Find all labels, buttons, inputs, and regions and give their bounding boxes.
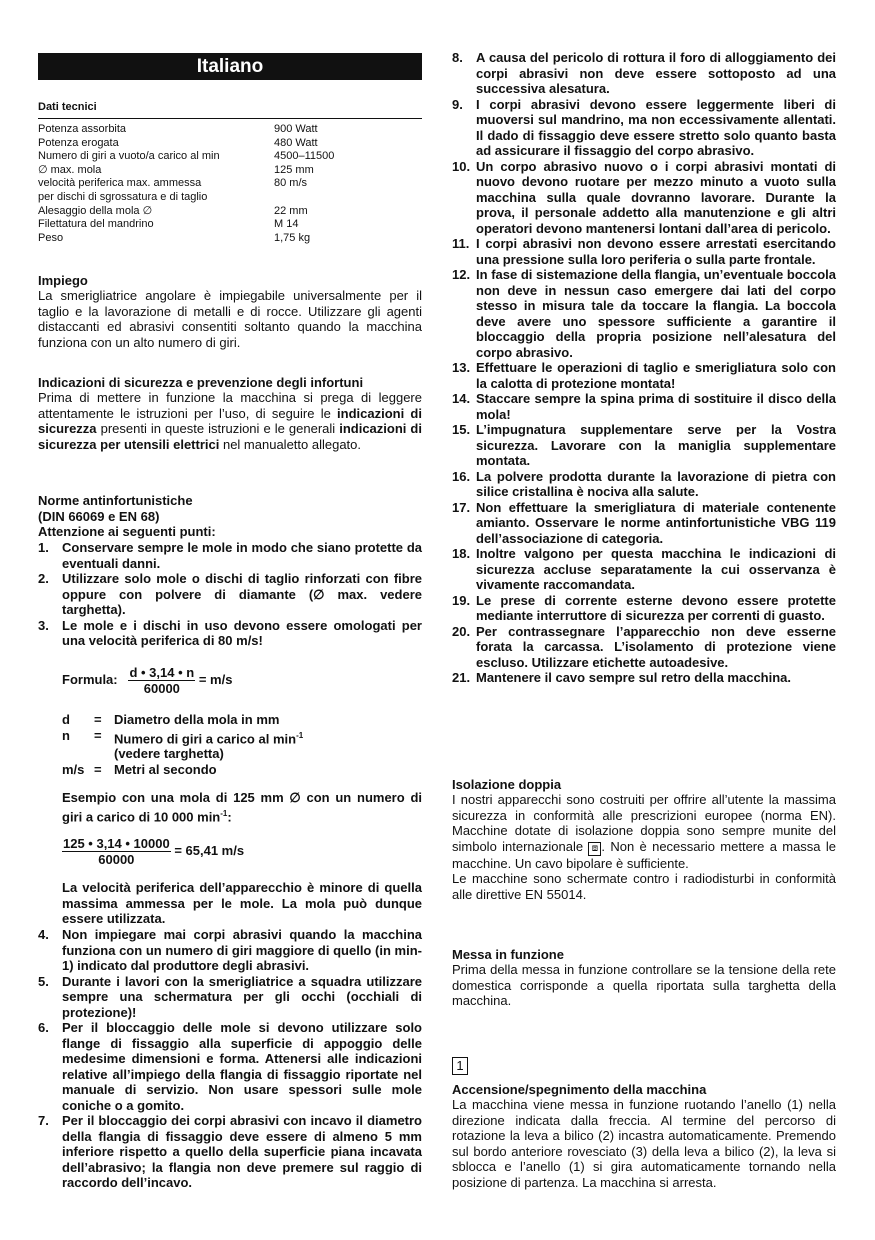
impiego-text: La smerigliatrice angolare è impiegabile universalmente per il taglio e la lavorazione di metalli e di rocce. Utilizzare gli agenti distaccanti ed abrasivi consentiti soltanto quando la macchina funziona con un alto numero di giri. xyxy=(38,288,422,350)
rule-item xyxy=(38,974,422,1021)
rule-item xyxy=(452,469,836,500)
rule-number: 20. xyxy=(452,623,471,639)
rule-number: 14. xyxy=(452,391,471,406)
rule-text: Utilizzare solo mole o dischi di taglio rinforzati con fibre oppure con polvere di diamante (∅ max. vedere targhetta). xyxy=(62,571,422,617)
rule-number: 11. xyxy=(452,236,470,251)
rule-text: L’impugnatura supplementare serve per la Vostra sicurezza. Lavorare con la maniglia supplementare montata. xyxy=(476,422,836,468)
rule-item xyxy=(452,422,836,469)
tech-label: Filettatura del mandrino xyxy=(38,218,154,231)
definition-equals: = xyxy=(94,727,102,743)
rule-item xyxy=(452,236,836,267)
definition-row xyxy=(62,746,303,762)
tech-value: 900 Watt xyxy=(274,123,318,135)
tech-heading: Dati tecnici xyxy=(38,101,97,113)
rule-text: Per contrassegnare l’apparecchio non deve esserne forata la carcassa. L’isolamento di protezione viene escluso. Utilizzare etichette autoadesive. xyxy=(476,623,836,670)
example-text: Esempio con una mola di 125 mm ∅ con un numero di giri a carico di 10 000 $\min^{-1}$: xyxy=(62,790,422,824)
rule-text: Per il bloccaggio dei corpi abrasivi con incavo il diametro della flangia di fissaggio deve essere di almeno 5 mm inferiore rispetto a quello della superficie piana incavata dell’abrasivo; la flangia non deve premere sul raggio di raccordo dell’incavo. xyxy=(62,1113,422,1190)
rule-item xyxy=(452,159,836,237)
rule-text: I corpi abrasivi devono essere leggermente liberi di muoversi sul mandrino, ma non eccessivamente allentati. Il dado di fissaggio deve essere stretto solo quanto basta ad assicurare il fissaggio del corpo abrasivo. xyxy=(476,96,836,158)
rule-text: In fase di sistemazione della flangia, un’eventuale boccola non deve in nessun caso emergere dai lati del corpo stesso in misura tale da toccare la flangia. La boccola deve avere uno spessore sufficiente a garantire il bloccaggio della propria posizione nell’alesatura del corpo abrasivo. xyxy=(476,267,836,360)
tech-value: 80 m/s xyxy=(274,177,308,190)
rule-item xyxy=(452,624,836,671)
tech-label: velocità periferica max. ammessa xyxy=(38,177,202,190)
norme-list-3 xyxy=(452,50,836,686)
figure-number-box: 1 xyxy=(452,1057,468,1075)
rule-text: Staccare sempre la spina prima di sostituire il disco della mola! xyxy=(476,391,836,422)
rule-item xyxy=(452,360,836,391)
formula: Formula: $\frac{d • 3,14 • n}{60000}$ = m/s xyxy=(62,665,233,696)
rule-number: 5. xyxy=(38,973,49,989)
rule-text: Mantenere il cavo sempre sul retro della macchina. xyxy=(476,670,792,685)
rule-text: Inoltre valgono per questa macchina le indicazioni di sicurezza accluse separatamente la cui osservanza è vivamente raccomandata. xyxy=(476,546,836,592)
isolazione-text: I nostri apparecchi sono costruiti per offrire all’utente la massima sicurezza in conformità alle prescrizioni europee (norma EN). Macchine dotate di isolazione doppia sono sempre munite del simbolo internazionale ⧈ . Non è necessario mettere a massa le macchine. Un cavo bipolare è sufficiente. Le macchine sono schermate contro i radiodisturbi in conformità alle direttive EN 55014. xyxy=(452,792,836,902)
definition-row xyxy=(62,712,303,728)
tech-value: 22 mm xyxy=(274,204,308,217)
rule-item xyxy=(38,1113,422,1191)
rule-item xyxy=(452,546,836,593)
tech-value: 480 Watt xyxy=(274,136,318,149)
rule-text: Non impiegare mai corpi abrasivi quando la macchina funziona con un numero di giri maggiore di quello (in min-1) indicato dal produttore degli abrasivi. xyxy=(62,927,422,973)
tech-row xyxy=(38,177,422,191)
rule-number: 7. xyxy=(38,1113,49,1128)
norme-list-2 xyxy=(38,927,422,1191)
safety-text: Prima di mettere in funzione la macchina si prega di leggere attentamente le istruzioni per l’uso, di seguire le indicazioni di sicurezza presenti in queste istruzioni e le generali indicazioni di sicurezza per utensili elettrici nel manualetto allegato. xyxy=(38,390,422,452)
formula-fraction: $\frac{d • 3,14 • n}{60000}$ xyxy=(129,665,195,696)
tech-value: M 14 xyxy=(274,218,299,231)
rule-item xyxy=(452,593,836,624)
rule-number: 17. xyxy=(452,499,471,515)
double-insulation-icon: ⧈ xyxy=(588,842,601,856)
safety-heading: Indicazioni di sicurezza e prevenzione degli infortuni xyxy=(38,375,364,390)
rule-number: 1. xyxy=(38,540,49,555)
impiego-heading: Impiego xyxy=(38,273,88,288)
tech-label: per dischi di sgrossatura e di taglio xyxy=(38,190,208,203)
rule-text: Per il bloccaggio delle mole si devono utilizzare solo flange di fissaggio alla superficie di appoggio delle medesime dimensioni e forma. Attenersi alle indicazioni relative all’impiego della flangia di fissaggio riportate nel manuale di servizio. Non usare spessori sulle mole coniche o a gomito. xyxy=(62,1020,422,1113)
tech-row xyxy=(38,123,422,137)
norme-list-1 xyxy=(38,540,422,649)
rule-number: 3. xyxy=(38,617,49,633)
rule-number: 18. xyxy=(452,546,471,561)
definition-text: Diametro della mola in mm xyxy=(114,712,280,727)
rule-text: Le prese di corrente esterne devono essere protette mediante interruttore di sicurezza per correnti di guasto. xyxy=(476,592,836,623)
rule-item xyxy=(38,540,422,571)
rule-item xyxy=(452,267,836,360)
rule-item xyxy=(38,927,422,974)
rule-number: 12. xyxy=(452,267,471,282)
rule-item xyxy=(452,391,836,422)
definition-text: Numero di giri a carico al $\min^{-1}$ xyxy=(114,730,304,746)
rule-text: Effettuare le operazioni di taglio e smerigliatura solo con la calotta di protezione montata! xyxy=(476,360,836,391)
definition-row xyxy=(62,762,303,778)
messa-heading: Messa in funzione xyxy=(452,947,564,962)
tech-row xyxy=(38,150,422,164)
tech-label: Numero di giri a vuoto/a carico al min xyxy=(38,150,220,163)
tech-label: Potenza assorbita xyxy=(38,123,127,135)
messa-text: Prima della messa in funzione controllare se la tensione della rete domestica corrisponde a quella riportata sulla targhetta della macchina. xyxy=(452,962,836,1008)
rule-text: I corpi abrasivi non devono essere arrestati esercitando una pressione sulla loro periferia o sulla parte frontale. xyxy=(476,236,836,267)
rule-item xyxy=(38,571,422,618)
tech-value: 125 mm xyxy=(274,163,314,176)
rule-number: 8. xyxy=(452,50,463,65)
tech-row xyxy=(38,164,422,178)
tech-row xyxy=(38,137,422,151)
tech-label: Potenza erogata xyxy=(38,136,119,149)
rule-text: Durante i lavori con la smerigliatrice a squadra utilizzare sempre una schermatura per gli occhi (occhiali di protezione)! xyxy=(62,973,422,1020)
accensione-heading: Accensione/spegnimento della macchina xyxy=(452,1082,707,1097)
rule-number: 21. xyxy=(452,670,471,685)
tech-table xyxy=(38,123,422,245)
isolazione-heading: Isolazione doppia xyxy=(452,777,562,792)
definition-text: (vedere targhetta) xyxy=(114,746,224,762)
definition-row xyxy=(62,728,303,747)
definition-equals: = xyxy=(94,761,102,777)
tech-row xyxy=(38,232,422,246)
tech-label: Alesaggio della mola ∅ xyxy=(38,204,153,217)
tech-row xyxy=(38,205,422,219)
rule-text: Le mole e i dischi in uso devono essere omologati per una velocità periferica di 80 m/s! xyxy=(62,617,422,648)
language-banner: Italiano xyxy=(38,53,422,80)
rule-number: 19. xyxy=(452,592,471,608)
rule-text: Conservare sempre le mole in modo che siano protette da eventuali danni. xyxy=(62,540,422,571)
definition-equals: = xyxy=(94,712,102,727)
norme-heading: Norme antinfortunistiche (DIN 66069 e EN 68) Attenzione ai seguenti punti: xyxy=(38,493,216,539)
rule-item xyxy=(38,618,422,649)
tech-value: 4500–11500 xyxy=(274,150,335,163)
tech-label: Peso xyxy=(38,231,64,244)
rule-number: 15. xyxy=(452,422,471,437)
rule-text: La polvere prodotta durante la lavorazione di pietra con silice cristallina è nociva alla salute. xyxy=(476,468,836,499)
rule-item xyxy=(452,97,836,159)
definition-symbol xyxy=(62,746,94,762)
rule-item xyxy=(38,1020,422,1113)
example-conclusion: La velocità periferica dell’apparecchio è minore di quella massima ammessa per le mole. La mola può dunque essere utilizzata. xyxy=(62,880,422,926)
definition-text: Metri al secondo xyxy=(114,761,217,777)
tech-row xyxy=(38,218,422,232)
rule-number: 16. xyxy=(452,468,471,484)
rule-text: Un corpo abrasivo nuovo o i corpi abrasivi montati di nuovo devono ruotare per mezzo minuto a vuoto sulla macchina sulla quale dovranno lavorare. Durante la prova, il personale addetto alla manutenzione e gli altri operatori devono mantenersi lontani dall’area di pericolo. xyxy=(476,158,836,236)
rule-text: Non effettuare la smerigliatura di materiale contenente amianto. Osservare le norme antinfortunistiche VBG 119 dell’associazione di categoria. xyxy=(476,499,836,546)
definition-equals xyxy=(94,746,114,762)
rule-item xyxy=(452,670,836,686)
definition-symbol: d xyxy=(62,712,70,727)
tech-value xyxy=(274,191,422,205)
rule-number: 2. xyxy=(38,571,49,586)
rule-number: 10. xyxy=(452,158,471,174)
definition-symbol: n xyxy=(62,727,70,743)
rule-number: 13. xyxy=(452,360,471,375)
formula-definitions xyxy=(62,712,303,777)
tech-label: ∅ max. mola xyxy=(38,163,102,176)
tech-value: 1,75 kg xyxy=(274,231,311,244)
rule-number: 4. xyxy=(38,927,49,942)
example-formula: $\frac{125 • 3,14 • 10000}{60000}$ = 65,41 m/s xyxy=(63,836,245,867)
rule-item xyxy=(452,50,836,97)
definition-symbol: m/s xyxy=(62,761,85,777)
tech-row xyxy=(38,191,422,205)
rule-item xyxy=(452,500,836,547)
rule-number: 9. xyxy=(452,96,463,112)
example-fraction: $\frac{125 • 3,14 • 10000}{60000}$ xyxy=(63,836,170,867)
tech-rule xyxy=(38,118,422,119)
accensione-text: La macchina viene messa in funzione ruotando l’anello (1) nella direzione indicata dalla freccia. Al termine del percorso di rotazione la leva a bilico (2) incastra automaticamente. Premendo sul bordo anteriore rovesciato (3) della leva a bilico (2), la leva si sblocca e l’anello (1) si gira automaticamente tornando nella posizione di partenza. La macchina si arresta. xyxy=(452,1097,836,1190)
rule-text: A causa del pericolo di rottura il foro di alloggiamento dei corpi abrasivi non deve essere sottoposto ad una successiva alesatura. xyxy=(476,50,836,96)
rule-number: 6. xyxy=(38,1020,49,1035)
